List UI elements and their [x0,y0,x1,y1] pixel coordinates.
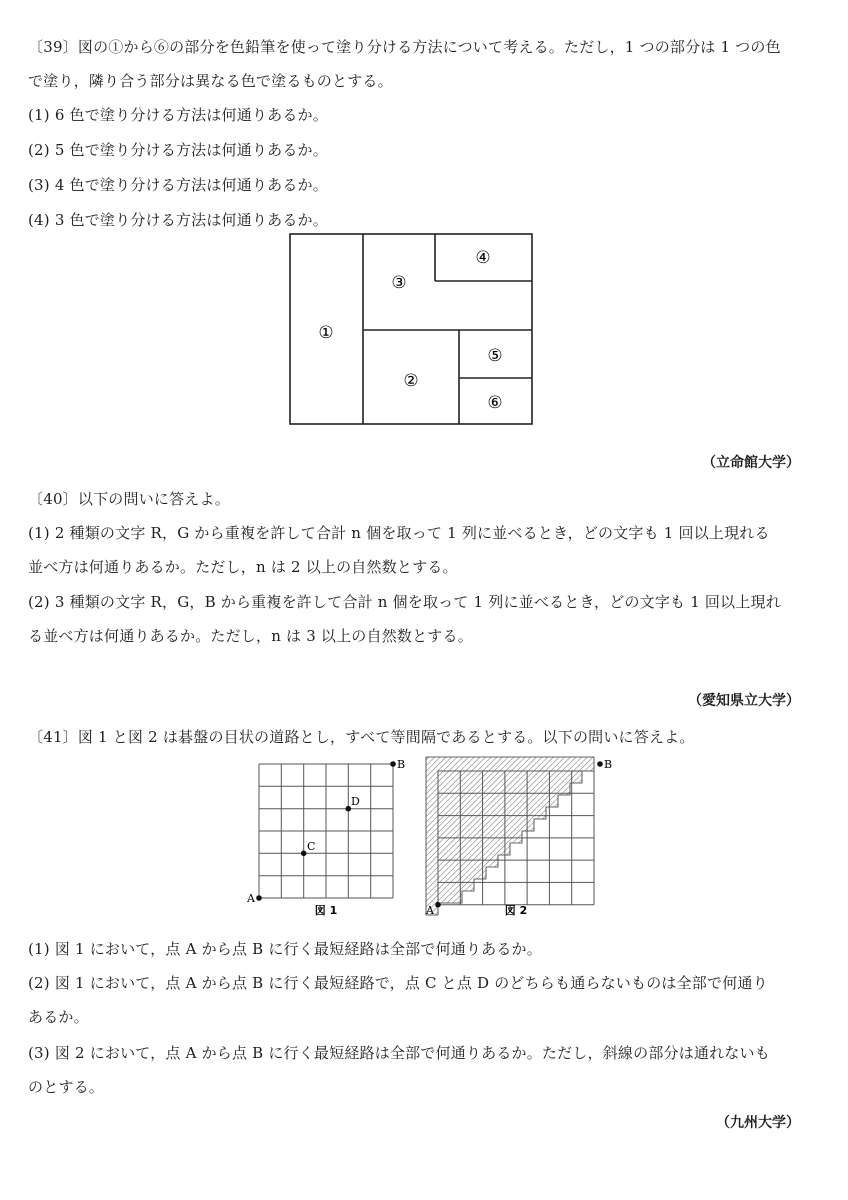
p41-question-3-line2: のとする。 [28,1078,105,1096]
region-2-label: ② [403,371,419,391]
fig1-label-c: C [307,840,316,853]
p40-intro: 〔40〕以下の問いに答えよ。 [28,490,230,508]
fig1-caption: 図 1 [314,904,338,917]
p39-question-3: (3) 4 色で塗り分ける方法は何通りあるか。 [28,176,328,194]
fig2-caption: 図 2 [504,904,528,917]
fig1-label-d: D [351,795,360,808]
p40-question-1-line1: (1) 2 種類の文字 R，G から重複を許して合計 n 個を取って 1 列に並べるとき，どの文字も 1 回以上現れる [28,524,770,542]
fig1-label-b: B [397,758,406,771]
p40-question-1-line2: 並べ方は何通りあるか。ただし，n は 2 以上の自然数とする。 [28,558,458,576]
fig1-label-a: A [247,892,255,905]
p41-question-1: (1) 図 1 において，点 A から点 B に行く最短経路は全部で何通りあるか。 [28,940,542,958]
fig2-point-b [597,761,603,767]
fig1-point-b [390,761,396,767]
fig2-label-b: B [604,758,613,771]
p41-grid-figures [240,754,620,920]
p40-question-2-line2: る並べ方は何通りあるか。ただし，n は 3 以上の自然数とする。 [28,627,473,645]
p39-source: （立命館大学） [702,455,800,471]
p39-intro-line1: 〔39〕図の①から⑥の部分を色鉛筆を使って塗り分ける方法について考える。ただし，1 つの部分は 1 つの色 [28,38,781,56]
p39-question-1: (1) 6 色で塗り分ける方法は何通りあるか。 [28,106,328,124]
p40-question-2-line1: (2) 3 種類の文字 R，G，B から重複を許して合計 n 個を取って 1 列に並べるとき，どの文字も 1 回以上現れ [28,593,781,611]
figure-1-grid [259,764,393,898]
p39-question-2: (2) 5 色で塗り分ける方法は何通りあるか。 [28,141,328,159]
p41-question-2-line2: あるか。 [28,1008,89,1026]
p39-intro-line2: で塗り，隣り合う部分は異なる色で塗るものとする。 [28,72,393,90]
p40-source: （愛知県立大学） [688,693,800,709]
p41-question-3-line1: (3) 図 2 において，点 A から点 B に行く最短経路は全部で何通りあるか。ただし，斜線の部分は通れないも [28,1044,770,1062]
fig2-hatched-region [426,757,594,915]
p41-question-2-line1: (2) 図 1 において，点 A から点 B に行く最短経路で，点 C と点 D のどちらも通らないものは全部で何通り [28,974,768,992]
p41-intro: 〔41〕図 1 と図 2 は碁盤の目状の道路とし，すべて等間隔であるとする。以下の問いに答えよ。 [28,728,695,746]
fig1-point-a [256,895,262,901]
region-1-label: ① [318,323,334,343]
p39-region-figure [288,232,536,428]
p39-question-4: (4) 3 色で塗り分ける方法は何通りあるか。 [28,211,328,229]
region-3-label: ③ [391,273,407,293]
region-6-label: ⑥ [487,393,503,413]
p41-source: （九州大学） [716,1115,800,1131]
fig2-point-a [435,902,441,908]
region-4-label: ④ [475,248,491,268]
fig1-point-c [301,851,307,857]
fig2-label-a: A [426,904,434,917]
region-5-label: ⑤ [487,346,503,366]
